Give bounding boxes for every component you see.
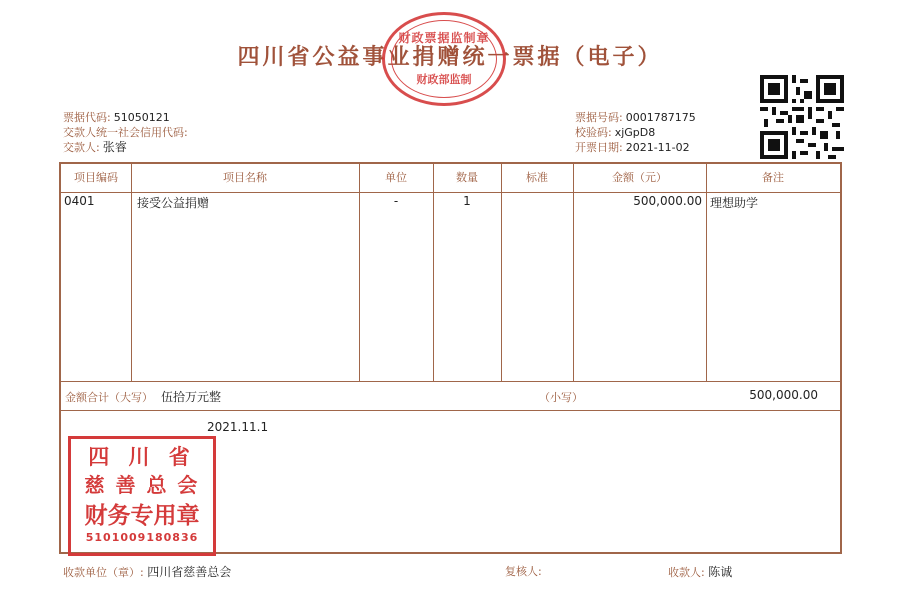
date-label: 开票日期: [575,141,623,154]
seal-text-top: 财政票据监制章 [398,31,490,45]
finance-seal [382,12,506,106]
invoice-title: 四川省公益事业捐赠统一票据（电子） [237,44,663,70]
code-value: 51050121 [113,111,170,124]
seal-text-bottom: 财政部监制 [416,73,472,86]
reviewer-label: 复核人: [505,565,542,578]
row-amount: 500,000.00 [633,194,702,208]
small-label: （小写） [539,391,583,404]
check-label: 校验码: [575,126,612,139]
col-qty: 数量 [456,171,478,184]
qr-code-icon [760,75,844,159]
row-remark: 理想助学 [710,196,759,210]
col-unit: 单位 [385,171,407,184]
stamp-line4: 5101009180836 [85,531,199,544]
footer-collector [668,563,732,580]
row-code: 0401 [64,194,95,208]
row-name: 接受公益捐赠 [137,196,210,210]
total-lower: 500,000.00 [749,388,818,402]
col-name: 项目名称 [223,171,267,184]
stamp-line2: 慈 善 总 会 [84,473,200,497]
receiver-value: 四川省慈善总会 [147,565,232,579]
code-label: 票据代码: [63,111,111,124]
footer-receiver [63,563,231,580]
finance-stamp [68,436,216,556]
header-left [63,110,191,155]
total-label: 金额合计（大写） [65,391,153,404]
collector-label: 收款人: [668,566,705,579]
payer-label: 交款人: [63,141,100,154]
date-value: 2021-11-02 [625,141,690,154]
row-unit: - [393,194,399,208]
total-row [61,381,840,411]
col-code: 项目编码 [74,171,118,184]
stamp-line3: 财务专用章 [84,503,200,529]
credit-label: 交款人统一社会信用代码: [63,126,188,139]
col-amount: 金额（元） [612,171,667,184]
row-qty: 1 [463,194,471,208]
col-remark: 备注 [762,171,784,184]
footer-reviewer [505,563,542,579]
payer-value: 张睿 [102,140,127,154]
header-right [575,110,696,155]
check-value: xjGpD8 [614,126,656,139]
number-value: 0001787175 [625,111,696,124]
receiver-label: 收款单位（章）: [63,566,144,579]
stamp-line1: 四 川 省 [88,445,196,469]
total-upper: 伍拾万元整 [161,390,222,404]
collector-value: 陈诚 [708,565,733,579]
number-label: 票据号码: [575,111,623,124]
note-date: 2021.11.1 [207,420,269,434]
col-std: 标准 [526,171,548,184]
